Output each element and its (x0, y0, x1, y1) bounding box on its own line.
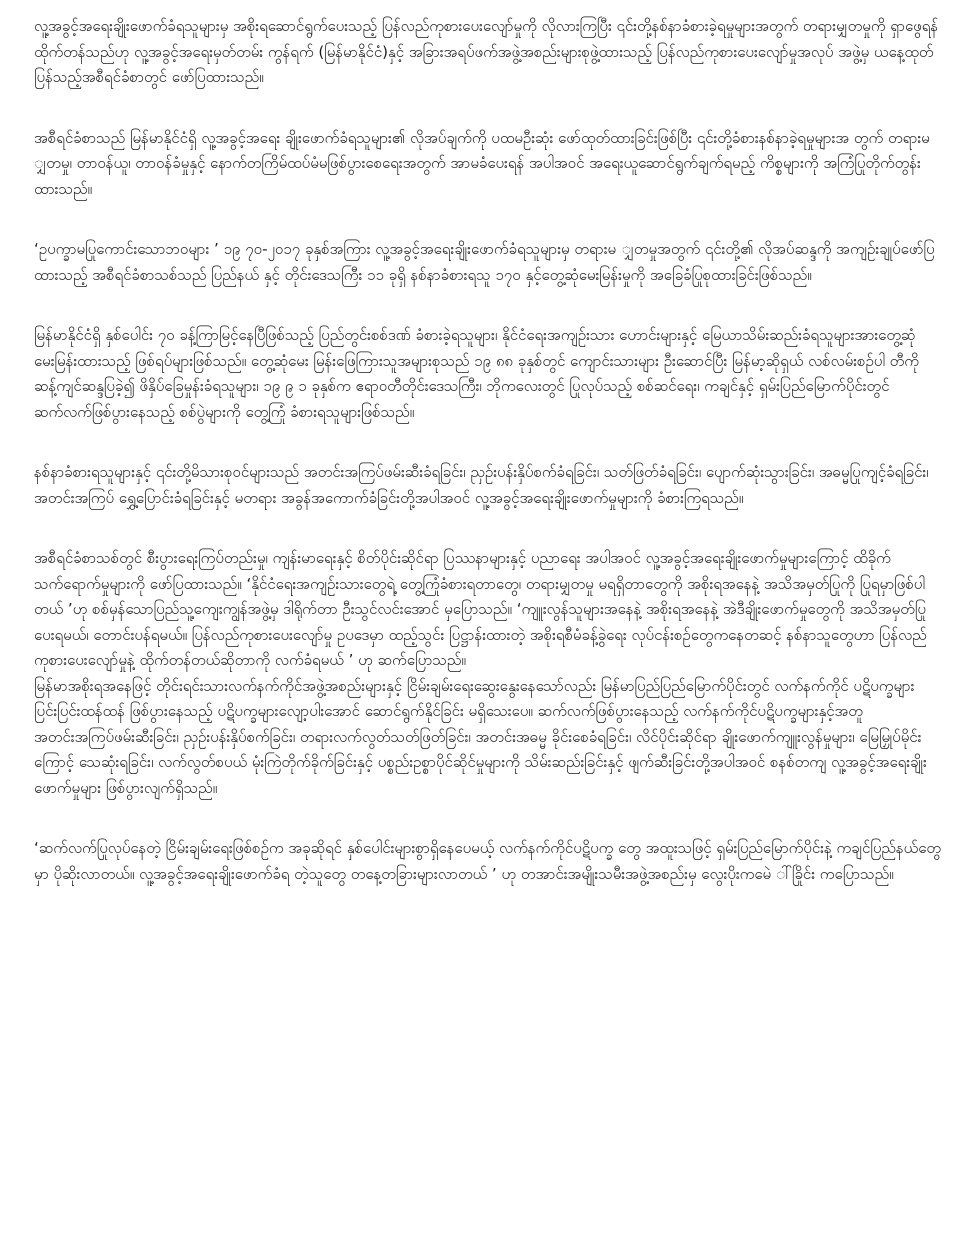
paragraph-intro: လူ့အခွင့်အရေးချိုးဖောက်ခံရသူများမှ အစိုးရဆောင်ရွက်ပေးသည့် ပြန်လည်ကုစားပေးလျော်မှုကို လိုလားကြပြီး ၎င်းတို့နစ်နာခံစားခဲ့ရမှုများအတွက် တရားမျှတမှုကို ရှာဖွေရန် ထိုက်တန်သည်ဟု လူ့အခွင့်အရေးမှတ်တမ်း ကွန်ရက် (မြန်မာနိုင်ငံ)နှင့် အခြားအရပ်ဖက်အဖွဲ့အစည်းများစုဖွဲ့ထားသည့် ပြန်လည်ကုစားပေးလျော်မှုအလုပ် အဖွဲ့မှ ယနေ့ထုတ်ပြန်သည့်အစီရင်ခံစာတွင် ဖော်ပြထားသည်။ (34, 17, 939, 86)
paragraph-report-basis: ‘ဥပက္ခာမပြုကောင်းသောဘဝများ ’ ၁၉ ၇၀-၂၀၁၇ ခုနှစ်အကြား လူ့အခွင့်အရေးချိုးဖောက်ခံရသူများမှ တရားမ ျှတမှုအတွက် ၎င်းတို့၏ လိုအပ်ဆန္ဒကို အကျဉ်းချုပ်ဖော်ပြထားသည့် အစီရင်ခံစာသစ်သည် ပြည်နယ် နှင့် တိုင်းဒေသကြီး ၁၁ ခုရှိ နစ်နာခံစားရသူ ၁၇၀ နှင့်တွေ့ဆုံမေးမြန်းမှုကို အခြေခံပြုစုထားခြင်းဖြစ်သည်။ (34, 240, 935, 284)
paragraph-ongoing-conflict: မြန်မာအစိုးရအနေဖြင့် တိုင်းရင်းသားလက်နက်ကိုင်အဖွဲ့အစည်းများနှင့် ငြိမ်းချမ်းရေးဆွေးနွေးနေသော်လည်း မြန်မာပြည်ပြည်မြောက်ပိုင်းတွင် လက်နက်ကိုင် ပဋိပက္ခများ ပြင်းပြင်းထန်ထန် ဖြစ်ပွားနေသည့် ပဋိပက္ခများလျော့ပါးအောင် ဆောင်ရွက်နိုင်ခြင်း မရှိသေးပေ။ ဆက်လက်ဖြစ်ပွားနေသည့် လက်နက်ကိုင်ပဋိပက္ခများနှင့်အတူ အတင်းအကြပ်ဖမ်းဆီးခြင်း၊ ညှဉ်းပန်းနှိပ်စက်ခြင်း၊ တရားလက်လွတ်သတ်ဖြတ်ခြင်း၊ အတင်းအဓမ္မ ခိုင်းစေခံရခြင်း၊ လိင်ပိုင်းဆိုင်ရာ ချိုးဖောက်ကျူးလွန်မှုများ၊ မြေမြှုပ်မိုင်းကြောင့် သေဆုံးရခြင်း၊ လက်လွတ်စပယ် မုံးကြဲတိုက်ခိုက်ခြင်းနှင့် ပစ္စည်းဥစ္စာပိုင်ဆိုင်မှုများကို သိမ်းဆည်းခြင်းနှင့် ဖျက်ဆီးခြင်းတို့အပါအဝင် စနစ်တကျ လူ့အခွင့်အရေးချိုးဖောက်မှုများ ဖြစ်ပွားလျက်ရှိသည်။ (34, 676, 927, 797)
paragraph-interviewees: မြန်မာနိုင်ငံရှိ နှစ်ပေါင်း ၇၀ ခန့်ကြာမြင့်နေပြီဖြစ်သည့် ပြည်တွင်းစစ်ဒဏ် ခံစားခဲ့ရသူများ၊ နိုင်ငံရေးအကျဉ်းသား ဟောင်းများနှင့် မြေယာသိမ်းဆည်းခံရသူများအားတွေ့ဆုံမေးမြန်းထားသည့် ဖြစ်ရပ်များဖြစ်သည်။ တွေ့ဆုံမေး မြန်းဖြေကြားသူအများစုသည် ၁၉ ၈၈ ခုနှစ်တွင် ကျောင်းသားများ ဦးဆောင်ပြီး မြန်မာ့ဆိုရှယ် လစ်လမ်းစဉ်ပါ တီကို ဆန့်ကျင်ဆန္ဒပြခဲ့၍ ဖိနှိပ်ခြေမှုန်းခံရသူများ၊ ၁၉ ၉ ၁ ခုနှစ်က ဧရာဝတီတိုင်းဒေသကြီး၊ ဘိုကလေးတွင် ပြုလုပ်သည့် စစ်ဆင်ရေး၊ ကချင်နှင့် ရှမ်းပြည်မြောက်ပိုင်းတွင် ဆက်လက်ဖြစ်ပွားနေသည့် စစ်ပွဲများကို တွေ့ကြုံ ခံစားရသူများဖြစ်သည်။ (34, 326, 919, 421)
paragraph-impacts-quote: အစီရင်ခံစာသစ်တွင် စီးပွားရေးကြပ်တည်းမှု၊ ကျန်းမာရေးနှင့် စိတ်ပိုင်းဆိုင်ရာ ပြဿနာများနှင့် ပညာရေး အပါအဝင် လူ့အခွင့်အရေးချိုးဖောက်မှုများကြောင့် ထိခိုက်သက်ရောက်မှုများကို ဖော်ပြထားသည်။ ‘နိုင်ငံရေးအကျဉ်းသားတွေရဲ့ တွေ့ကြုံခံစားရတာတွေ၊ တရားမျှတမှု မရရှိတာတွေကို အစိုးရအနေနဲ့ အသိအမှတ်ပြုကို ပြုရမှာဖြစ်ပါတယ် ’ဟု စစ်မှန်သောပြည်သူ့ကျေးကျွန်အဖွဲ့မှ ဒါရိုက်တာ ဦးသွင်လင်းအောင် မှပြောသည်။ ‘ကျူးလွန်သူများအနေနဲ့ အစိုးရအနေနဲ့ အဲဒီချိုးဖောက်မှုတွေကို အသိအမှတ်ပြုပေးရမယ်၊ တောင်းပန်ရမယ်။ ပြန်လည်ကုစားပေးလျော်မှု ဥပဒေမှာ ထည့်သွင်း ပြဋ္ဌာန်းထားတဲ့ အစိုးရစီမံခန့်ခွဲရေး လုပ်ငန်းစဉ်တွေကနေတဆင့် နစ်နာသူတွေဟာ ပြန်လည်ကုစားပေးလျော်မှုနဲ့ ထိုက်တန်တယ်ဆိုတာကို လက်ခံရမယ် ’ ဟု ဆက်ပြောသည်။ (34, 549, 927, 669)
paragraph-closing-quote: ‘ဆက်လက်ပြုလုပ်နေတဲ့ ငြိမ်းချမ်းရေးဖြစ်စဉ်က အခုဆိုရင် နှစ်ပေါင်းများစွာရှိနေပေမယ့် လက်နက်ကိုင်ပဋိပက္ခ တွေ အထူးသဖြင့် ရှမ်းပြည်မြောက်ပိုင်းနဲ့ ကချင်ပြည်နယ်တွေမှာ ပိုဆိုးလာတယ်။ လူ့အခွင့်အရေးချိုးဖောက်ခံရ တဲ့သူတွေ တနေ့တခြားများလာတယ် ’ ဟု တအာင်းအမျိုးသမီးအဖွဲ့အစည်းမှ လွေးပိုးကမေဲ ◌ါ်ခြိုင်း ကပြောသည်။ (34, 839, 941, 883)
paragraph-report-summary: အစီရင်ခံစာသည် မြန်မာနိုင်ငံရှိ လူ့အခွင့်အရေး ချိုးဖောက်ခံရသူများ၏ လိုအပ်ချက်ကို ပထမဦးဆုံး ဖော်ထုတ်ထားခြင်းဖြစ်ပြီး ၎င်းတို့ခံစားနစ်နာခဲ့ရမှုများအ တွက် တရားမ ျှတမှု၊ တာဝန်ယူ၊ တာဝန်ခံမှုနှင့် နောက်တကြိမ်ထပ်မံမဖြစ်ပွားစေရေးအတွက် အာမခံပေးရန် အပါအဝင် အရေးယူဆောင်ရွက်ချက်ရမည့် ကိစ္စများကို အကြံပြုတိုက်တွန်းထားသည်။ (34, 128, 930, 198)
paragraph-violations: နစ်နာခံစားရသူများနှင့် ၎င်းတို့မိသားစုဝင်များသည် အတင်းအကြပ်ဖမ်းဆီးခံရခြင်း၊ ညှဉ်းပန်းနှိပ်စက်ခံရခြင်း၊ သတ်ဖြတ်ခံရခြင်း၊ ပျောက်ဆုံးသွားခြင်း၊ အဓမ္မပြုကျင့်ခံရခြင်း၊ အတင်းအကြပ် ရွှေ့ပြောင်းခံရခြင်းနှင့် မတရား အခွန်အကောက်ခံခြင်းတို့အပါအဝင် လူ့အခွင့်အရေးချိုးဖောက်မှုများကို ခံစားကြရသည်။ (34, 463, 929, 507)
